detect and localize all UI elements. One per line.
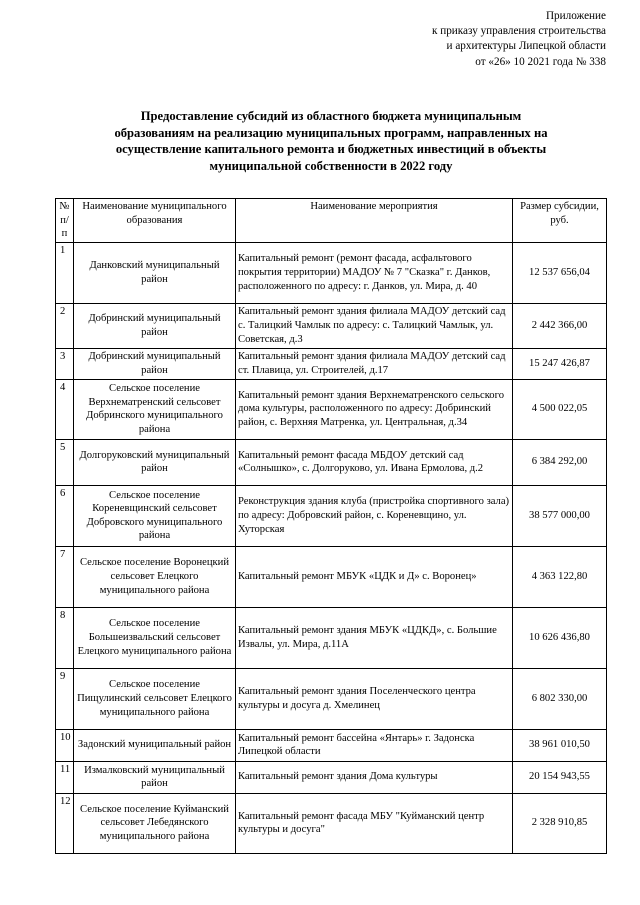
table-row [56, 439, 607, 485]
annex-line: Приложение [545, 10, 606, 22]
row-activity: Капитальный ремонт фасада МБУ "Куйманский центр культуры и досуга" [236, 793, 513, 853]
row-municipality: Долгоруковский муниципальный район [74, 439, 236, 485]
table-row [56, 761, 607, 793]
table-row [56, 729, 607, 761]
row-municipality: Данковский муниципальный район [74, 242, 236, 303]
row-num: 11 [56, 761, 74, 793]
row-amount: 2 328 910,85 [513, 793, 607, 853]
row-num: 3 [56, 348, 74, 379]
row-activity: Капитальный ремонт здания Поселенческого центра культуры и досуга д. Хмелинец [236, 668, 513, 729]
row-num: 5 [56, 439, 74, 485]
table-row [56, 379, 607, 439]
table-row [56, 546, 607, 607]
title-line: осуществление капитального ремонта и бюджетных инвестиций в объекты [115, 142, 547, 156]
row-num: 1 [56, 242, 74, 303]
annex-line: к приказу управления строительства [431, 25, 606, 38]
annex-line: от «26» 10 2021 года № 338 [475, 55, 606, 68]
row-municipality: Добринский муниципальный район [74, 348, 236, 379]
row-municipality: Сельское поселение Большеизвальский сельсовет Елецкого муниципального района [74, 607, 236, 668]
row-amount: 20 154 943,55 [513, 761, 607, 793]
row-num: 7 [56, 546, 74, 607]
row-amount: 10 626 436,80 [513, 607, 607, 668]
annex-line: и архитектуры Липецкой области [446, 40, 606, 53]
row-activity: Капитальный ремонт МБУК «ЦДК и Д» с. Воронец» [236, 546, 513, 607]
table-row [56, 348, 607, 379]
title-line: Предоставление субсидий из областного бюджета муниципальным [140, 109, 522, 123]
row-activity: Капитальный ремонт здания филиала МАДОУ детский сад с. Талицкий Чамлык по адресу: с. Талицкий Чамлык, ул. Советская, д.3 [236, 303, 513, 348]
table-row [56, 242, 607, 303]
table-header-row [56, 199, 607, 243]
row-activity: Капитальный ремонт здания филиала МАДОУ детский сад ст. Плавица, ул. Строителей, д.17 [236, 348, 513, 379]
row-municipality: Сельское поселение Воронецкий сельсовет Елецкого муниципального района [74, 546, 236, 607]
header-amount: Размер субсидии, руб. [513, 199, 607, 243]
row-amount: 2 442 366,00 [513, 303, 607, 348]
row-activity: Реконструкция здания клуба (пристройка спортивного зала) по адресу: Добровский район, с. Кореневщино, ул. Хуторская [236, 485, 513, 546]
row-municipality: Сельское поселение Верхнематренский сельсовет Добринского муниципального района [74, 379, 236, 439]
header-municipality: Наименование муниципального образования [74, 199, 236, 243]
row-municipality: Сельское поселение Кореневщинский сельсовет Добровского муниципального района [74, 485, 236, 546]
row-municipality: Сельское поселение Куйманский сельсовет Лебедянского муниципального района [74, 793, 236, 853]
row-num: 12 [56, 793, 74, 853]
table-row [56, 607, 607, 668]
subsidy-table [55, 198, 607, 854]
title-line: муниципальной собственности в 2022 году [209, 158, 453, 173]
row-num: 9 [56, 668, 74, 729]
row-municipality: Измалковский муниципальный район [74, 761, 236, 793]
row-activity: Капитальный ремонт фасада МБДОУ детский сад «Солнышко», с. Долгоруково, ул. Ивана Ермолова, д.2 [236, 439, 513, 485]
table-row [56, 793, 607, 853]
row-amount: 38 961 010,50 [513, 729, 607, 761]
row-num: 6 [56, 485, 74, 546]
header-num: № п/п [56, 199, 74, 243]
row-activity: Капитальный ремонт здания Дома культуры [236, 761, 513, 793]
row-activity: Капитальный ремонт здания МБУК «ЦДКД», с. Большие Извалы, ул. Мира, д.11А [236, 607, 513, 668]
row-activity: Капитальный ремонт (ремонт фасада, асфальтового покрытия территории) МАДОУ № 7 "Сказка" г. Данков, расположенного по адресу: г. Данков, ул. Мира, д. 40 [236, 242, 513, 303]
row-amount: 6 802 330,00 [513, 668, 607, 729]
row-amount: 15 247 426,87 [513, 348, 607, 379]
row-activity: Капитальный ремонт здания Верхнематренского сельского дома культуры, расположенного по адресу: Добринский район, с. Верхняя Матренка, ул. Центральная, д.34 [236, 379, 513, 439]
row-amount: 12 537 656,04 [513, 242, 607, 303]
table-row [56, 668, 607, 729]
row-municipality: Сельское поселение Пищулинский сельсовет Елецкого муниципального района [74, 668, 236, 729]
annex-header [346, 9, 606, 70]
row-num: 8 [56, 607, 74, 668]
title-line: образованиям на реализацию муниципальных программ, направленных на [114, 125, 548, 140]
row-municipality: Добринский муниципальный район [74, 303, 236, 348]
row-amount: 6 384 292,00 [513, 439, 607, 485]
row-amount: 38 577 000,00 [513, 485, 607, 546]
row-amount: 4 500 022,05 [513, 379, 607, 439]
header-activity: Наименование мероприятия [236, 199, 513, 243]
row-num: 2 [56, 303, 74, 348]
table-row [56, 485, 607, 546]
row-amount: 4 363 122,80 [513, 546, 607, 607]
row-num: 4 [56, 379, 74, 439]
row-activity: Капитальный ремонт бассейна «Янтарь» г. Задонска Липецкой области [236, 729, 513, 761]
row-num: 10 [56, 729, 74, 761]
row-municipality: Задонский муниципальный район [74, 729, 236, 761]
table-row [56, 303, 607, 348]
document-title [60, 108, 602, 174]
